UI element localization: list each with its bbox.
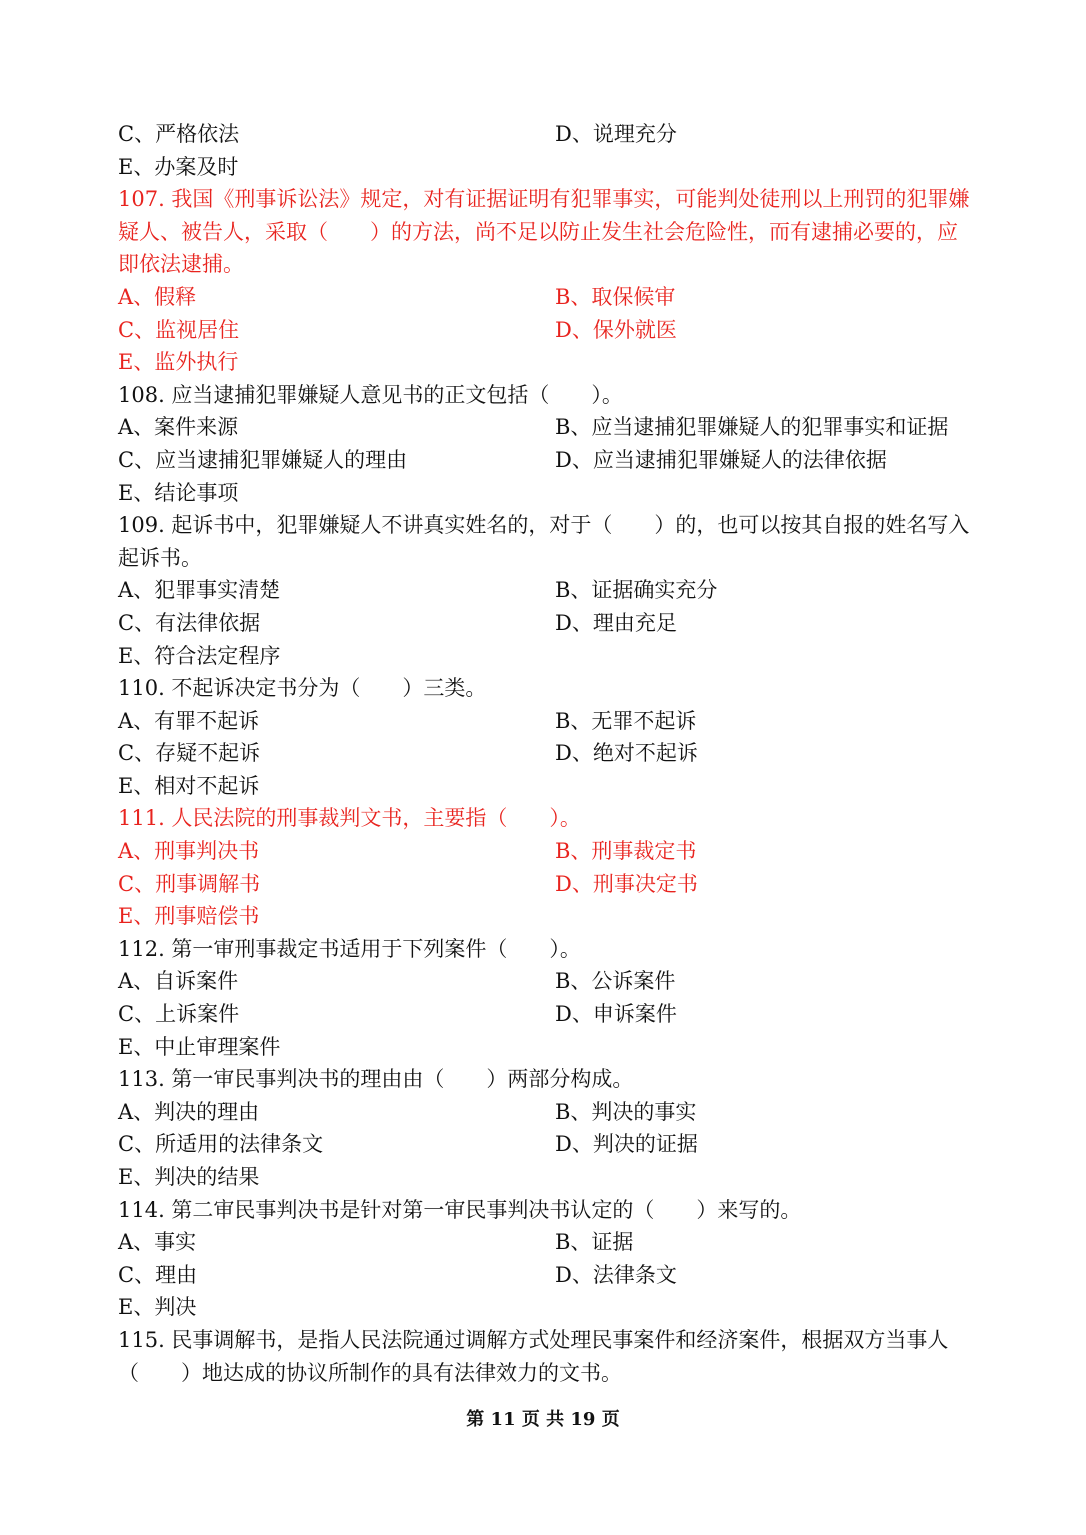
- q113-option-d: D、判决的证据: [555, 1132, 698, 1157]
- q107-option-e: E、监外执行: [118, 350, 239, 375]
- q109-option-c: C、有法律依据: [118, 610, 261, 635]
- q109-option-b: B、证据确实充分: [555, 578, 718, 603]
- q107-option-row: [118, 281, 970, 314]
- q113-option-e: E、判决的结果: [118, 1165, 260, 1189]
- q108-option-row: [118, 411, 970, 444]
- q110-option-row: [118, 705, 970, 738]
- q106-option-row: [118, 118, 970, 151]
- q114-option-c: C、理由: [118, 1262, 198, 1287]
- q115-stem: 115. 民事调解书，是指人民法院通过调解方式处理民事案件和经济案件，根据双方当事人（ ）地达成的协议所制作的具有法律效力的文书。: [118, 1327, 949, 1385]
- q110-option-row: [118, 737, 970, 770]
- q111-option-a: A、刑事判决书: [118, 839, 260, 864]
- exam-page-body: [118, 118, 970, 1389]
- q113-stem: 113. 第一审民事判决书的理由由（ ）两部分构成。: [118, 1067, 634, 1092]
- q108-stem: 108. 应当逮捕犯罪嫌疑人意见书的正文包括（ ）。: [118, 382, 623, 407]
- q106-option-d: D、说理充分: [555, 122, 677, 146]
- q111-option-row: [118, 835, 970, 868]
- q110-stem: 110. 不起诉决定书分为（ ）三类。: [118, 676, 487, 701]
- q112-option-row: [118, 998, 970, 1031]
- q113-option-b: B、判决的事实: [555, 1099, 697, 1124]
- q113-option-row: [118, 1096, 970, 1129]
- q108-option-e: E、结论事项: [118, 480, 239, 505]
- q109-option-row: [118, 574, 970, 607]
- q111-option-row: [118, 868, 970, 901]
- q112-option-row: [118, 965, 970, 998]
- q114-stem: 114. 第二审民事判决书是针对第一审民事判决书认定的（ ）来写的。: [118, 1197, 802, 1222]
- q114-option-b: B、证据: [555, 1230, 634, 1255]
- q112-option-e: E、中止审理案件: [118, 1034, 281, 1059]
- q107-stem: 107. 我国《刑事诉讼法》规定，对有证据证明有犯罪事实，可能判处徒刑以上刑罚的犯罪嫌疑人、被告人，采取（ ）的方法，尚不足以防止发生社会危险性，而有逮捕必要的，应即依法逮捕。: [118, 187, 970, 277]
- q114-option-a: A、事实: [118, 1230, 197, 1255]
- q112-option-d: D、申诉案件: [555, 1002, 677, 1027]
- q113-option-c: C、所适用的法律条文: [118, 1132, 324, 1157]
- q112-option-b: B、公诉案件: [555, 969, 676, 994]
- q106-option-c: C、严格依法: [118, 122, 240, 146]
- q107-option-a: A、假释: [118, 284, 197, 309]
- q107-option-b: B、取保候审: [555, 284, 676, 309]
- q109-option-e: E、符合法定程序: [118, 643, 281, 668]
- q107-option-row: [118, 314, 970, 347]
- q111-stem: 111. 人民法院的刑事裁判文书，主要指（ ）。: [118, 806, 581, 831]
- q110-option-b: B、无罪不起诉: [555, 708, 697, 733]
- q108-option-b: B、应当逮捕犯罪嫌疑人的犯罪事实和证据: [555, 415, 949, 440]
- q111-option-e: E、刑事赔偿书: [118, 904, 260, 929]
- page-footer: 第 11 页 共 19 页: [466, 1409, 620, 1430]
- q107-option-c: C、监视居住: [118, 317, 240, 342]
- q111-option-c: C、刑事调解书: [118, 871, 261, 896]
- q112-stem: 112. 第一审刑事裁定书适用于下列案件（ ）。: [118, 936, 581, 961]
- q114-option-row: [118, 1226, 970, 1259]
- q108-option-a: A、案件来源: [118, 415, 239, 440]
- q113-option-row: [118, 1128, 970, 1161]
- q108-option-row: [118, 444, 970, 477]
- q108-option-d: D、应当逮捕犯罪嫌疑人的法律依据: [555, 447, 887, 472]
- q110-option-c: C、存疑不起诉: [118, 741, 261, 766]
- q110-option-d: D、绝对不起诉: [555, 741, 698, 766]
- q107-option-d: D、保外就医: [555, 317, 677, 342]
- q108-option-c: C、应当逮捕犯罪嫌疑人的理由: [118, 447, 408, 472]
- q110-option-e: E、相对不起诉: [118, 773, 260, 798]
- q111-option-d: D、刑事决定书: [555, 871, 698, 896]
- q111-option-b: B、刑事裁定书: [555, 839, 697, 864]
- q114-option-row: [118, 1259, 970, 1292]
- q109-stem: 109. 起诉书中，犯罪嫌疑人不讲真实姓名的，对于（ ）的，也可以按其自报的姓名写入起诉书。: [118, 513, 970, 570]
- q110-option-a: A、有罪不起诉: [118, 708, 260, 733]
- q114-option-e: E、判决: [118, 1295, 197, 1320]
- q112-option-c: C、上诉案件: [118, 1002, 240, 1027]
- q106-option-e: E、办案及时: [118, 154, 239, 179]
- q109-option-a: A、犯罪事实清楚: [118, 578, 281, 603]
- q112-option-a: A、自诉案件: [118, 969, 239, 994]
- q113-option-a: A、判决的理由: [118, 1099, 260, 1124]
- q109-option-row: [118, 607, 970, 640]
- q109-option-d: D、理由充足: [555, 610, 677, 635]
- q114-option-d: D、法律条文: [555, 1262, 677, 1287]
